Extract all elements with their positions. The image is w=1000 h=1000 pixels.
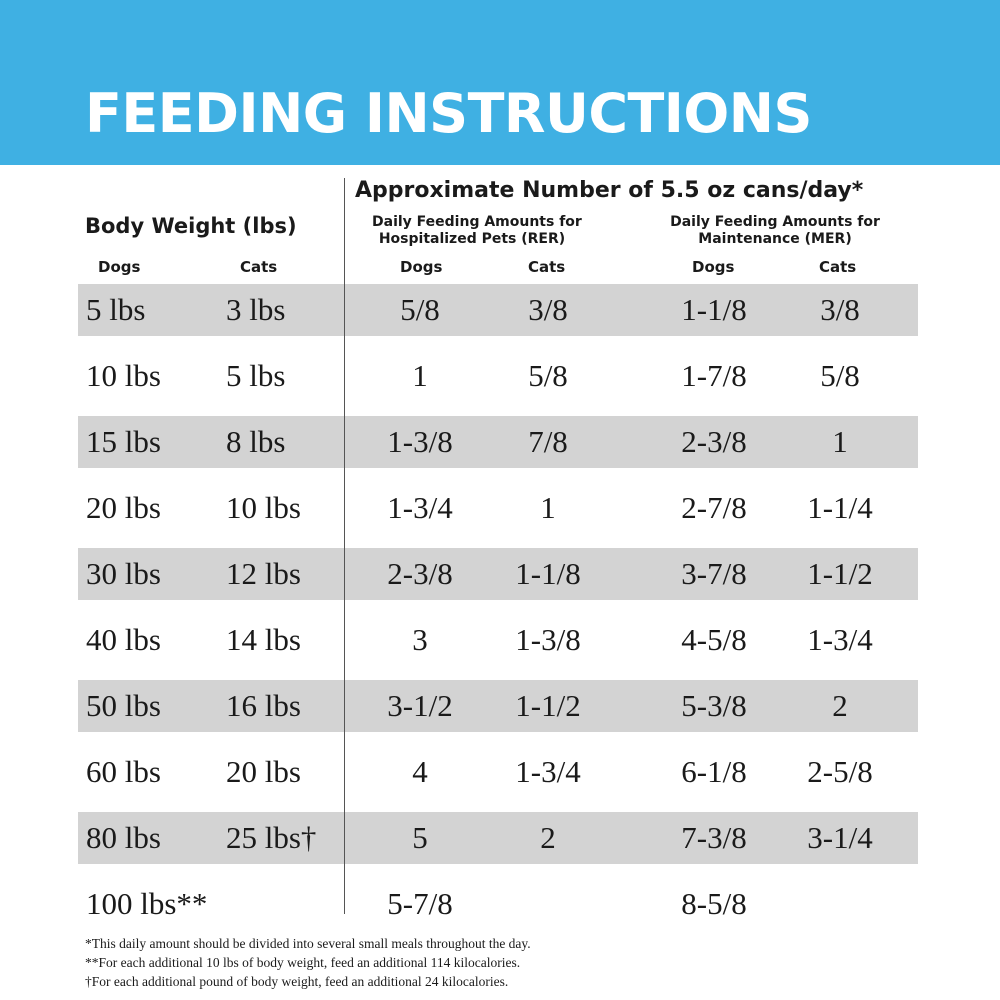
cans-per-day-heading: Approximate Number of 5.5 oz cans/day* — [355, 178, 864, 203]
rer-dogs-value: 3-1/2 — [387, 688, 453, 723]
dog-weight: 30 lbs — [86, 556, 161, 591]
col-head-dog-weight: Dogs — [98, 258, 141, 276]
cat-weight: 14 lbs — [226, 622, 301, 657]
mer-dogs-value: 4-5/8 — [681, 622, 747, 657]
table-row — [78, 284, 918, 336]
dog-weight: 50 lbs — [86, 688, 161, 723]
mer-dogs-value: 3-7/8 — [681, 556, 747, 591]
title-banner — [0, 0, 1000, 165]
cat-weight: 12 lbs — [226, 556, 301, 591]
dog-weight: 5 lbs — [86, 292, 146, 327]
cat-weight: 10 lbs — [226, 490, 301, 525]
table-row — [78, 878, 918, 930]
mer-cats-value: 1-1/4 — [807, 490, 873, 525]
mer-dogs-value: 1-7/8 — [681, 358, 747, 393]
mer-heading — [660, 214, 890, 248]
dog-weight: 80 lbs — [86, 820, 161, 855]
rer-cats-value: 1-1/8 — [515, 556, 581, 591]
rer-cats-value: 1-3/4 — [515, 754, 581, 789]
mer-heading-line2: Maintenance (MER) — [698, 231, 852, 247]
rer-dogs-value: 5 — [412, 820, 428, 855]
table-row — [78, 350, 918, 402]
rer-dogs-value: 1 — [412, 358, 428, 393]
dog-weight: 60 lbs — [86, 754, 161, 789]
rer-heading-line2: Hospitalized Pets (RER) — [378, 231, 566, 247]
col-head-cat-weight: Cats — [240, 258, 278, 276]
dog-weight: 20 lbs — [86, 490, 161, 525]
rer-dogs-value: 5/8 — [400, 292, 440, 327]
rer-cats-value: 1 — [540, 490, 556, 525]
table-row — [78, 416, 918, 468]
mer-cats-value: 2 — [832, 688, 848, 723]
mer-dogs-value: 6-1/8 — [681, 754, 747, 789]
mer-cats-value: 3-1/4 — [807, 820, 873, 855]
table-row — [78, 548, 918, 600]
rer-dogs-value: 3 — [412, 622, 428, 657]
mer-cats-value: 1-1/2 — [807, 556, 873, 591]
rer-dogs-value: 2-3/8 — [387, 556, 453, 591]
mer-heading-line1: Daily Feeding Amounts for — [670, 214, 880, 230]
mer-cats-value: 5/8 — [820, 358, 860, 393]
rer-dogs-value: 4 — [412, 754, 428, 789]
rer-cats-value: 5/8 — [528, 358, 568, 393]
mer-dogs-value: 1-1/8 — [681, 292, 747, 327]
mer-cats-value: 2-5/8 — [807, 754, 873, 789]
table-row — [78, 746, 918, 798]
dog-weight: 10 lbs — [86, 358, 161, 393]
table-row — [78, 812, 918, 864]
footnotes — [85, 934, 531, 991]
mer-cats-value: 3/8 — [820, 292, 860, 327]
column-divider — [344, 178, 345, 914]
cat-weight: 20 lbs — [226, 754, 301, 789]
body-weight-heading: Body Weight (lbs) — [85, 214, 297, 238]
page-title: FEEDING INSTRUCTIONS — [85, 82, 812, 145]
rer-heading — [372, 214, 582, 248]
rer-dogs-value: 1-3/4 — [387, 490, 453, 525]
col-head-rer-cats: Cats — [528, 258, 566, 276]
rer-cats-value: 3/8 — [528, 292, 568, 327]
cat-weight: 8 lbs — [226, 424, 286, 459]
rer-dogs-value: 5-7/8 — [387, 886, 453, 921]
mer-cats-value: 1 — [832, 424, 848, 459]
col-head-mer-dogs: Dogs — [692, 258, 735, 276]
dog-weight: 40 lbs — [86, 622, 161, 657]
mer-dogs-value: 2-3/8 — [681, 424, 747, 459]
cat-weight: 16 lbs — [226, 688, 301, 723]
cat-weight: 25 lbs† — [226, 820, 317, 855]
dog-weight: 100 lbs** — [86, 886, 208, 921]
dog-weight: 15 lbs — [86, 424, 161, 459]
rer-cats-value: 1-3/8 — [515, 622, 581, 657]
cat-weight: 5 lbs — [226, 358, 286, 393]
table-row — [78, 680, 918, 732]
mer-dogs-value: 2-7/8 — [681, 490, 747, 525]
footnote-1: *This daily amount should be divided into several small meals throughout the day. — [85, 936, 531, 951]
rer-cats-value: 2 — [540, 820, 556, 855]
footnote-2: **For each additional 10 lbs of body weight, feed an additional 114 kilocalories. — [85, 955, 521, 970]
col-head-mer-cats: Cats — [819, 258, 857, 276]
table-row — [78, 482, 918, 534]
cat-weight: 3 lbs — [226, 292, 286, 327]
table-row — [78, 614, 918, 666]
rer-cats-value: 1-1/2 — [515, 688, 581, 723]
col-head-rer-dogs: Dogs — [400, 258, 443, 276]
rer-heading-line1: Daily Feeding Amounts for — [372, 214, 582, 230]
mer-cats-value: 1-3/4 — [807, 622, 873, 657]
mer-dogs-value: 7-3/8 — [681, 820, 747, 855]
rer-dogs-value: 1-3/8 — [387, 424, 453, 459]
mer-dogs-value: 8-5/8 — [681, 886, 747, 921]
footnote-3: †For each additional pound of body weight, feed an additional 24 kilocalories. — [85, 974, 509, 989]
rer-cats-value: 7/8 — [528, 424, 568, 459]
mer-dogs-value: 5-3/8 — [681, 688, 747, 723]
